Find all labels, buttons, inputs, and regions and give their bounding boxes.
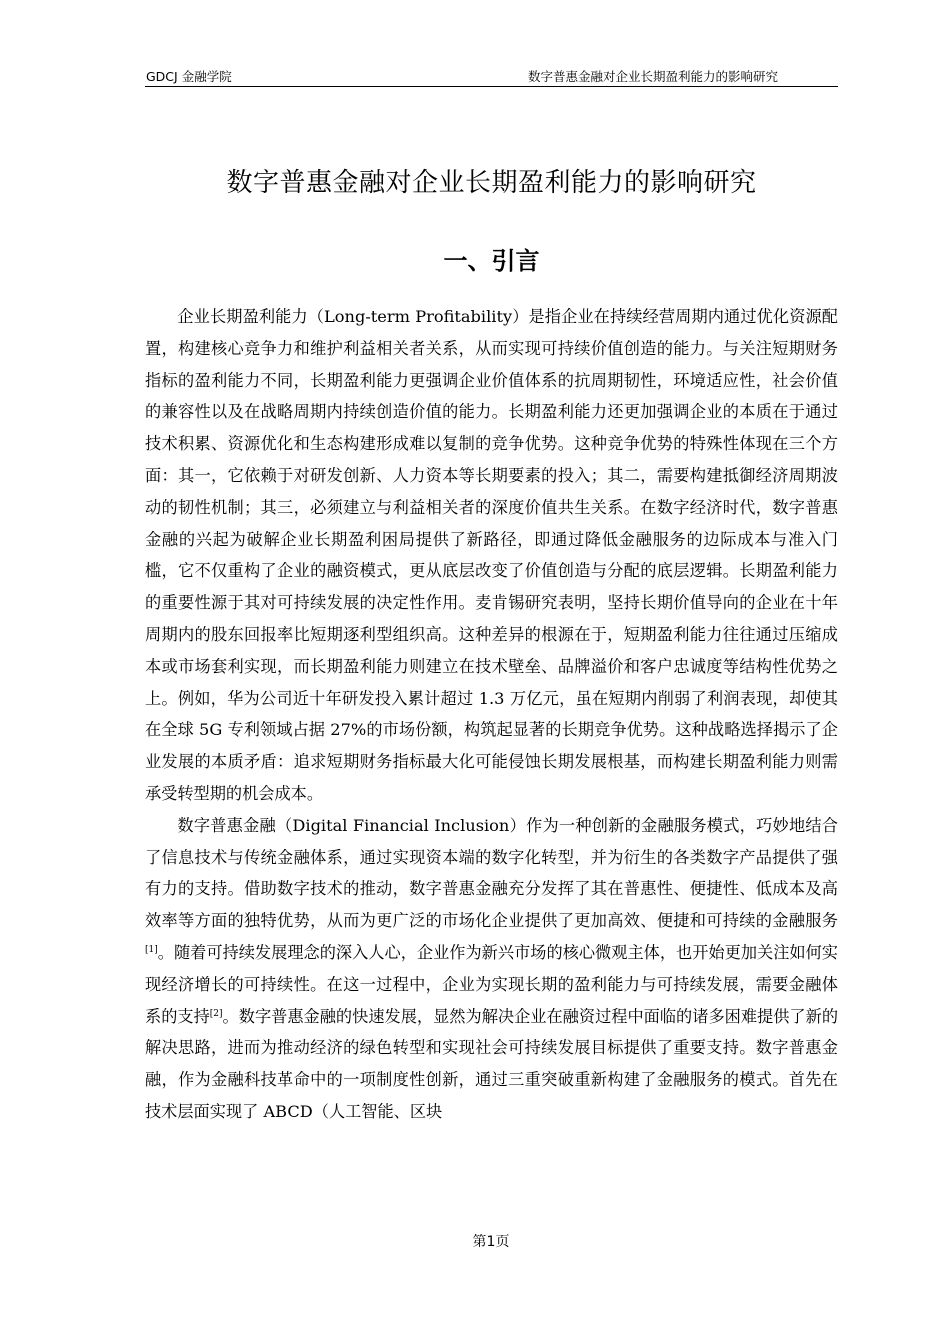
paragraph-2 [145, 810, 838, 1128]
paragraph-1: 企业长期盈利能力（Long-term Profitability）是指企业在持续经营周期内通过优化资源配置，构建核心竞争力和维护利益相关者关系，从而实现可持续价值创造的能力。与关注短期财务指标的盈利能力不同，长期盈利能力更强调企业价值体系的抗周期韧性，环境适应性，社会价值的兼容性以及在战略周期内持续创造价值的能力。长期盈利能力还更加强调企业的本质在于通过技术积累、资源优化和生态构建形成难以复制的竞争优势。这种竞争优势的特殊性体现在三个方面：其一，它依赖于对研发创新、人力资本等长期要素的投入；其二，需要构建抵御经济周期波动的韧性机制；其三，必须建立与利益相关者的深度价值共生关系。在数字经济时代，数字普惠金融的兴起为破解企业长期盈利困局提供了新路径，即通过降低金融服务的边际成本与准入门槛，它不仅重构了企业的融资模式，更从底层改变了价值创造与分配的底层逻辑。长期盈利能力的重要性源于其对可持续发展的决定性作用。麦肯锡研究表明，坚持长期价值导向的企业在十年周期内的股东回报率比短期逐利型组织高。这种差异的根源在于，短期盈利能力往往通过压缩成本或市场套利实现，而长期盈利能力则建立在技术壁垒、品牌溢价和客户忠诚度等结构性优势之上。例如，华为公司近十年研发投入累计超过 1.3 万亿元，虽在短期内削弱了利润表现，却使其在全球 5G 专利领域占据 27%的市场份额，构筑起显著的长期竞争优势。这种战略选择揭示了企业发展的本质矛盾：追求短期财务指标最大化可能侵蚀长期发展根基，而构建长期盈利能力则需承受转型期的机会成本。 [145, 307, 838, 803]
header-right-text: 数字普惠金融对企业长期盈利能力的影响研究 [527, 69, 778, 84]
header-left-text: GDCJ 金融学院 [146, 69, 232, 84]
paragraph-2-part-a: 数字普惠金融（Digital Financial Inclusion）作为一种创新的金融服务模式，巧妙地结合了信息技术与传统金融体系，通过实现资本端的数字化转型，并为衍生的各类数字产品提供了强有力的支持。借助数字技术的推动，数字普惠金融充分发挥了其在普惠性、便捷性、低成本及高效率等方面的独特优势，从而为更广泛的市场化企业提供了更加高效、便捷和可持续的金融服务 [145, 815, 838, 931]
document-body [145, 301, 838, 1128]
citation-2[interactable]: [2] [209, 1008, 223, 1019]
page-number: 第1页 [472, 1234, 510, 1250]
document-title: 数字普惠金融对企业长期盈利能力的影响研究 [226, 168, 757, 198]
paragraph-2-part-c: 。数字普惠金融的快速发展，显然为解决企业在融资过程中面临的诸多困难提供了新的解决思路，进而为推动经济的绿色转型和实现社会可持续发展目标提供了重要支持。数字普惠金融，作为金融科技革命中的一项制度性创新，通过三重突破重新构建了金融服务的模式。首先在技术层面实现了 ABCD（人工智能、区块 [145, 1006, 839, 1121]
page-header [145, 64, 838, 87]
section-heading: 一、引言 [443, 247, 540, 275]
paragraph-2-part-b: 。随着可持续发展理念的深入人心，企业作为新兴市场的核心微观主体，也开始更加关注如何实现经济增长的可持续性。在这一过程中，企业为实现长期的盈利能力与可持续发展，需要金融体系的支持 [145, 942, 838, 1026]
citation-1[interactable]: [1] [145, 944, 158, 955]
